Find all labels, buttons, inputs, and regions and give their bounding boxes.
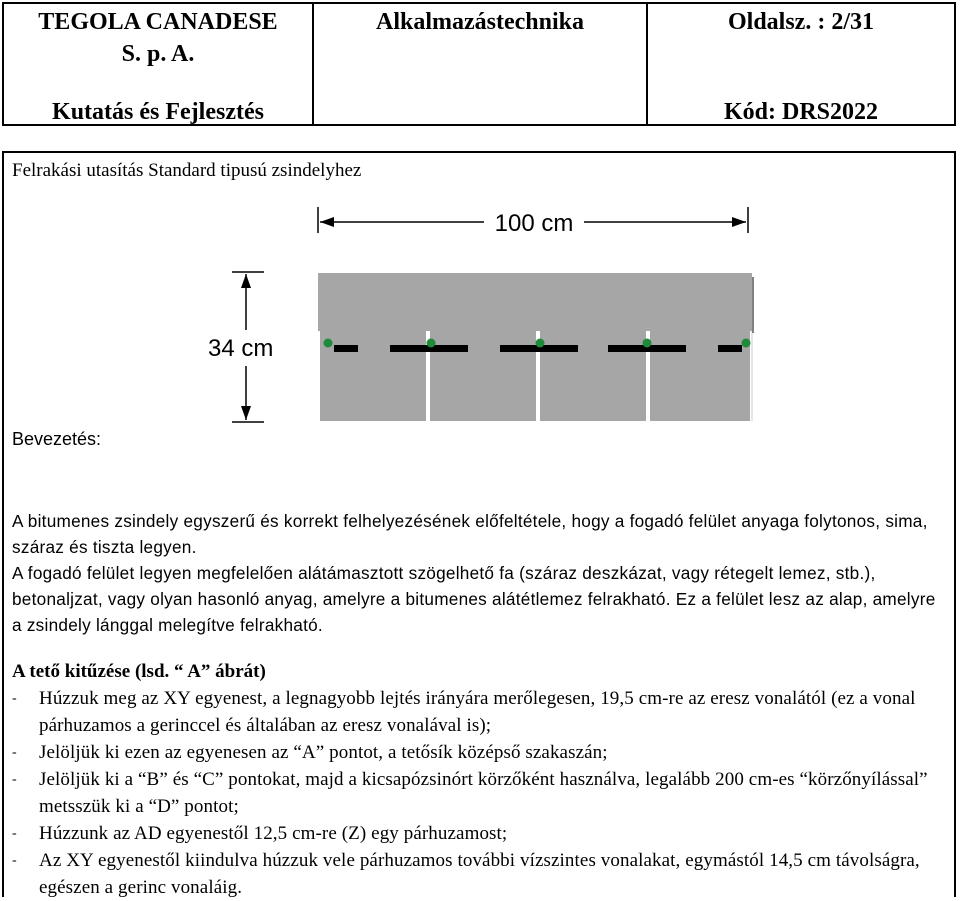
list-item: - Az XY egyenestől kiindulva húzzuk vele párhuzamos további vízszintes vonalakat, egymástól 14,5 cm távolságra, egészen a gerinc vonaláig. xyxy=(12,847,950,901)
shingle-tab xyxy=(320,331,426,421)
arrow-down-icon xyxy=(241,406,251,420)
layout-section xyxy=(12,658,950,901)
shingle-tab xyxy=(430,331,536,421)
list-item: - Húzzuk meg az XY egyenest, a legnagyobb lejtés irányára merőlegesen, 19,5 cm-re az eresz vonalától (ez a vonal párhuzamos a gerinccel és általában az eresz vonalával is); xyxy=(12,685,950,739)
doc-type: Alkalmazástechnika xyxy=(375,9,584,35)
arrow-up-icon xyxy=(241,274,251,288)
nail-icon xyxy=(324,339,333,348)
intro-paragraph: A fogadó felület legyen megfelelően alátámasztott szögelhető fa (száraz deszkázat, vagy rétegelt lemez, stb.), betonaljzat, vagy olyan hasonló anyag, amelyre a bitumenes alátétlemez felrakható. Ez a felület lesz az alap, amelyre a zsindely lánggal melegítve felrakható. xyxy=(12,563,936,635)
shingle-tab xyxy=(650,331,750,421)
width-label: 100 cm xyxy=(494,210,574,237)
shingle-figure xyxy=(194,193,774,433)
dash-bullet: - xyxy=(12,772,17,787)
department: Kutatás és Fejlesztés xyxy=(52,99,264,125)
doc-code: Kód: DRS2022 xyxy=(723,99,879,125)
company-form: S. p. A. xyxy=(121,41,195,67)
dash-bullet: - xyxy=(12,853,17,868)
company-name: TEGOLA CANADESE xyxy=(38,9,278,35)
list-item: - Jelöljük ki ezen az egyenesen az “A” pontot, a tetősík középső szakaszán; xyxy=(12,739,950,766)
shingle-tab xyxy=(540,331,646,421)
content-box xyxy=(2,151,956,897)
nail-icon xyxy=(643,339,652,348)
document-header xyxy=(2,2,956,126)
section-title: A tető kitűzése (lsd. “ A” ábrát) xyxy=(12,661,266,682)
document-subtitle: Felrakási utasítás Standard tipusú zsindelyhez xyxy=(12,160,362,181)
header-page-cell xyxy=(648,4,954,124)
nail-icon xyxy=(742,339,751,348)
nail-line-segment xyxy=(718,345,742,352)
page-number: Oldalsz. : 2/31 xyxy=(727,9,874,35)
list-item: - Jelöljük ki a “B” és “C” pontokat, majd a kicsapózsinórt körzőként használva, legalább 200 cm-es “körzőnyílással” metsszük ki a “D” pontot; xyxy=(12,766,950,820)
shingle-top-band xyxy=(318,273,752,331)
dash-bullet: - xyxy=(12,691,17,706)
nail-line-segment xyxy=(334,345,358,352)
nail-icon xyxy=(536,339,545,348)
nail-icon xyxy=(427,339,436,348)
arrow-left-icon xyxy=(320,217,334,227)
height-label: 34 cm xyxy=(208,335,274,362)
dash-bullet: - xyxy=(12,826,17,841)
intro-text xyxy=(12,508,950,638)
header-company-cell xyxy=(4,4,314,124)
header-doctype-cell xyxy=(314,4,648,124)
list-item: - Húzzunk az AD egyenestől 12,5 cm-re (Z) egy párhuzamost; xyxy=(12,820,950,847)
intro-paragraph: A bitumenes zsindely egyszerű és korrekt felhelyezésének előfeltétele, hogy a fogadó felület anyaga folytonos, sima, száraz és tiszta legyen. xyxy=(12,511,928,557)
dash-bullet: - xyxy=(12,745,17,760)
arrow-right-icon xyxy=(732,217,746,227)
intro-heading: Bevezetés: xyxy=(12,429,102,449)
